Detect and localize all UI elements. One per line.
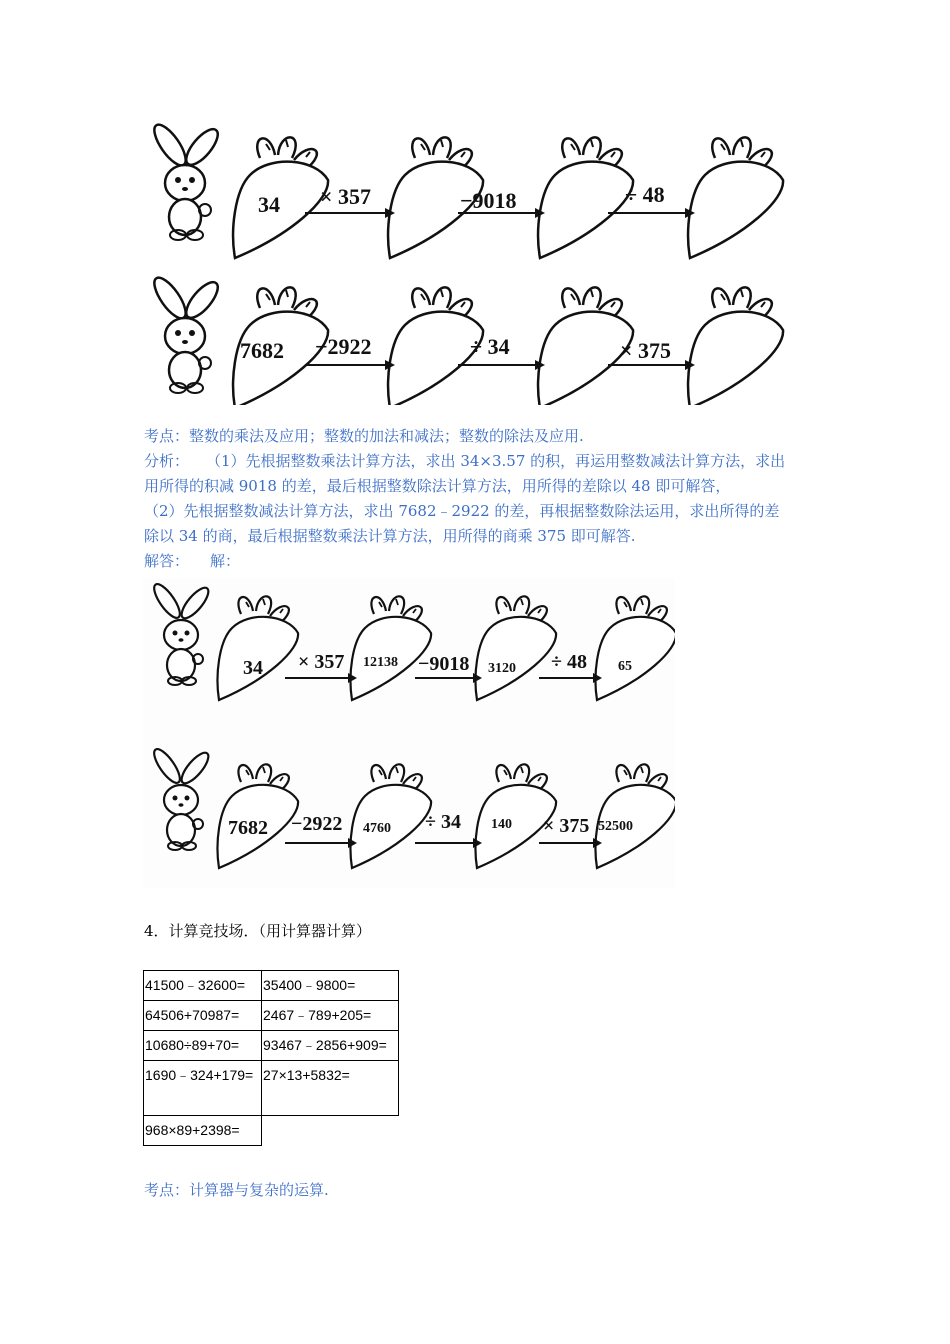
calc-table	[143, 970, 399, 1146]
table-row	[144, 1116, 399, 1146]
puzzle-start-number: 34	[258, 192, 280, 217]
puzzle-operation: × 357	[320, 184, 372, 209]
answer-result: 3120	[488, 661, 516, 676]
jieda-label: 解答：	[144, 552, 190, 570]
kaodian-label: 考点：	[144, 427, 190, 445]
fenxi-line-1	[144, 449, 824, 474]
fenxi-line-3: （2）先根据整数减法计算方法，求出 7682﹣2922 的差，再根据整数除法运用，求出所得的差	[144, 502, 780, 520]
answer-operation: −2922	[291, 813, 343, 835]
analysis-block	[144, 424, 824, 574]
table-cell: 64506+70987=	[144, 1001, 262, 1031]
fenxi-line-2: 用所得的积减 9018 的差，最后根据整数除法计算方法，用所得的差除以 48 即可解答，	[144, 477, 731, 495]
table-cell: 41500﹣32600=	[144, 971, 262, 1001]
answer-figure	[143, 578, 675, 888]
puzzle-operation: ÷ 48	[625, 182, 665, 207]
puzzle-operation: ÷ 34	[470, 334, 510, 359]
fenxi-label: 分析：	[144, 452, 190, 470]
table-cell: 27×13+5832=	[262, 1061, 399, 1116]
answer-operation: × 357	[298, 651, 345, 673]
table-cell: 35400﹣9800=	[262, 971, 399, 1001]
kaodian-text: 计算器与复杂的运算.	[189, 1181, 329, 1199]
table-row	[144, 971, 399, 1001]
table-row	[144, 1061, 399, 1116]
kaodian-line	[144, 424, 824, 449]
puzzle-operation: −9018	[460, 188, 517, 213]
answer-start-number: 34	[243, 657, 263, 679]
jieda-line	[144, 549, 824, 574]
question-4-title: 4．计算竞技场．（用计算器计算）	[144, 922, 372, 940]
table-cell: 968×89+2398=	[144, 1116, 262, 1146]
answer-result: 65	[618, 659, 632, 674]
jieda-text: 解：	[210, 552, 241, 570]
question-4-kaodian	[144, 1178, 329, 1203]
puzzle-row-2	[149, 273, 783, 405]
answer-operation: × 375	[543, 815, 590, 837]
fenxi-line-4: 除以 34 的商，最后根据整数乘法计算方法，用所得的商乘 375 即可解答.	[144, 527, 636, 545]
fenxi-text: （1）先根据整数乘法计算方法，求出 34×3.57 的积，再运用整数减法计算方法，求出	[206, 452, 786, 470]
answer-operation: ÷ 48	[551, 651, 587, 673]
table-row	[144, 1001, 399, 1031]
puzzle-operation: × 375	[620, 338, 672, 363]
problem-figure	[140, 120, 800, 405]
answer-start-number: 7682	[228, 817, 268, 839]
answer-result: 12138	[363, 655, 398, 670]
table-cell: 2467﹣789+205=	[262, 1001, 399, 1031]
puzzle-row-1	[149, 120, 783, 258]
answer-operation: −9018	[418, 653, 470, 675]
kaodian-label: 考点：	[144, 1181, 190, 1199]
answer-result: 4760	[363, 821, 391, 836]
answer-operation: ÷ 34	[425, 811, 461, 833]
table-row	[144, 1031, 399, 1061]
answer-result: 140	[491, 817, 512, 832]
puzzle-operation: −2922	[315, 334, 372, 359]
table-cell-empty	[262, 1116, 399, 1146]
table-cell: 10680÷89+70=	[144, 1031, 262, 1061]
answer-result: 52500	[598, 819, 633, 834]
table-cell: 1690﹣324+179=	[144, 1061, 262, 1116]
kaodian-text: 整数的乘法及应用；整数的加法和减法；整数的除法及应用.	[189, 427, 584, 445]
puzzle-start-number: 7682	[240, 338, 284, 363]
table-cell: 93467﹣2856+909=	[262, 1031, 399, 1061]
